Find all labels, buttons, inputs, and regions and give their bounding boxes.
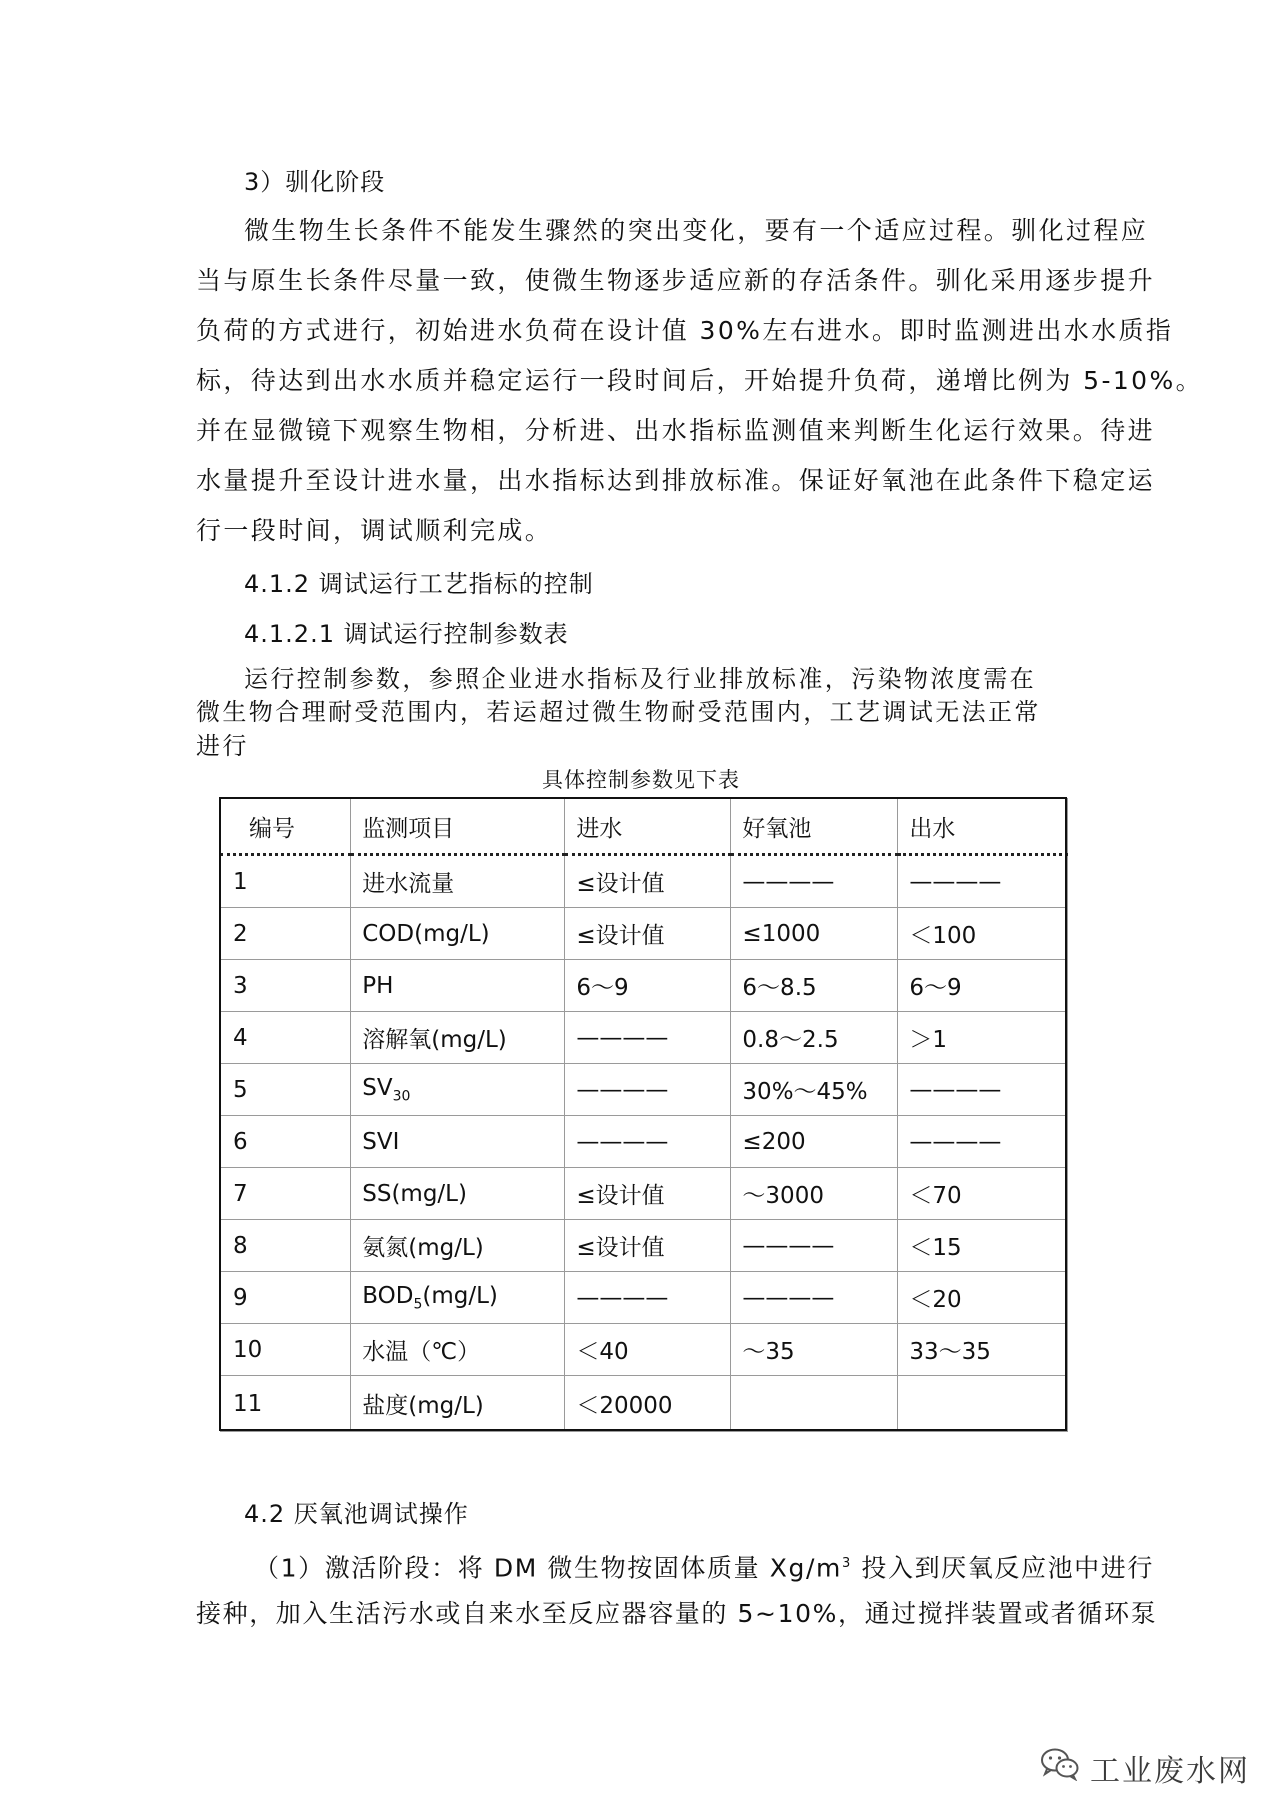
paragraph-line: 当与原生长条件尽量一致，使微生物逐步适应新的存活条件。驯化采用逐步提升 (196, 266, 1156, 295)
cell-item: 进水流量 (351, 855, 565, 908)
cell-inflow: ≤设计值 (565, 1168, 731, 1220)
cell-no: 2 (221, 908, 351, 960)
paragraph-line: 标，待达到出水水质并稳定运行一段时间后，开始提升负荷，递增比例为 5-10%。 (196, 366, 1204, 395)
cell-no: 4 (221, 1012, 351, 1064)
line-text: （1）激活阶段：将 DM 微生物按固体质量 Xg/m (254, 1553, 842, 1583)
cell-aerobic: ———— (731, 1220, 898, 1272)
item-subscript: 5 (413, 1296, 423, 1313)
cell-outflow: ＜15 (898, 1220, 1068, 1272)
cell-item: 水温（℃） (351, 1324, 565, 1376)
watermark-text: 工业废水网 (1090, 1754, 1250, 1789)
cell-no: 1 (221, 855, 351, 908)
cell-outflow: ＞1 (898, 1012, 1068, 1064)
cell-aerobic: 6～8.5 (731, 960, 898, 1012)
section-heading-4-1-2: 4.1.2 调试运行工艺指标的控制 (244, 570, 594, 598)
item-subscript: 30 (392, 1088, 411, 1105)
paragraph-line (254, 1548, 1154, 1584)
header-item: 监测项目 (351, 799, 565, 855)
cell-outflow: 6～9 (898, 960, 1068, 1012)
subsection-heading-4-1-2-1: 4.1.2.1 调试运行控制参数表 (244, 620, 569, 648)
cell-aerobic: ～3000 (731, 1168, 898, 1220)
table-header-row (221, 799, 1068, 855)
cell-aerobic: ≤1000 (731, 908, 898, 960)
section-heading-4-2: 4.2 厌氧池调试操作 (244, 1500, 469, 1528)
wechat-icon (1040, 1747, 1080, 1789)
cell-aerobic: ———— (731, 855, 898, 908)
table-row (221, 1116, 1068, 1168)
cell-inflow: ＜20000 (565, 1376, 731, 1432)
cell-no: 10 (221, 1324, 351, 1376)
table-row (221, 1220, 1068, 1272)
cell-no: 8 (221, 1220, 351, 1272)
cell-item: 盐度(mg/L) (351, 1376, 565, 1432)
cell-aerobic: 0.8～2.5 (731, 1012, 898, 1064)
table-row (221, 1272, 1068, 1324)
cell-aerobic: ≤200 (731, 1116, 898, 1168)
cell-no: 11 (221, 1376, 351, 1432)
paragraph-line: 微生物生长条件不能发生骤然的突出变化，要有一个适应过程。驯化过程应 (244, 216, 1149, 245)
paragraph-line: 接种，加入生活污水或自来水至反应器容量的 5~10%，通过搅拌装置或者循环泵 (196, 1599, 1158, 1628)
header-outflow: 出水 (898, 799, 1068, 855)
superscript: 3 (841, 1556, 852, 1571)
cell-outflow: ———— (898, 855, 1068, 908)
item-text: SV (362, 1074, 393, 1101)
table-row (221, 1376, 1068, 1432)
paragraph-line: 微生物合理耐受范围内，若运超过微生物耐受范围内，工艺调试无法正常 (196, 698, 1041, 726)
cell-item: 氨氮(mg/L) (351, 1220, 565, 1272)
cell-item: 溶解氧(mg/L) (351, 1012, 565, 1064)
cell-outflow: 33～35 (898, 1324, 1068, 1376)
cell-inflow: ≤设计值 (565, 1220, 731, 1272)
header-aerobic: 好氧池 (731, 799, 898, 855)
cell-inflow: ———— (565, 1272, 731, 1324)
line-text: 投入到厌氧反应池中进行 (851, 1553, 1154, 1583)
cell-outflow (898, 1376, 1068, 1432)
item-text-tail: (mg/L) (422, 1282, 498, 1309)
cell-inflow: 6～9 (565, 960, 731, 1012)
table-caption: 具体控制参数见下表 (542, 768, 740, 792)
cell-inflow: ≤设计值 (565, 908, 731, 960)
control-parameter-table (220, 798, 1068, 1432)
cell-no: 9 (221, 1272, 351, 1324)
section-heading-acclimation: 3）驯化阶段 (244, 168, 386, 196)
paragraph-line: 水量提升至设计进水量，出水指标达到排放标准。保证好氧池在此条件下稳定运 (196, 466, 1156, 495)
cell-aerobic: ———— (731, 1272, 898, 1324)
table-row (221, 1012, 1068, 1064)
cell-no: 6 (221, 1116, 351, 1168)
cell-inflow: ＜40 (565, 1324, 731, 1376)
table-row (221, 855, 1068, 908)
cell-no: 3 (221, 960, 351, 1012)
cell-aerobic (731, 1376, 898, 1432)
cell-item: SS(mg/L) (351, 1168, 565, 1220)
cell-aerobic: 30%～45% (731, 1064, 898, 1116)
cell-inflow: ———— (565, 1064, 731, 1116)
table-row (221, 1064, 1068, 1116)
watermark (1040, 1746, 1250, 1790)
cell-aerobic: ～35 (731, 1324, 898, 1376)
cell-item: PH (351, 960, 565, 1012)
cell-inflow: ———— (565, 1116, 731, 1168)
paragraph-line: 行一段时间，调试顺利完成。 (196, 516, 553, 545)
cell-outflow: ———— (898, 1116, 1068, 1168)
cell-item: SVI (351, 1116, 565, 1168)
cell-outflow: ＜100 (898, 908, 1068, 960)
cell-no: 7 (221, 1168, 351, 1220)
table-row (221, 908, 1068, 960)
table-row (221, 960, 1068, 1012)
cell-inflow: ———— (565, 1012, 731, 1064)
cell-inflow: ≤设计值 (565, 855, 731, 908)
paragraph-line: 运行控制参数，参照企业进水指标及行业排放标准，污染物浓度需在 (244, 665, 1036, 693)
cell-item: COD(mg/L) (351, 908, 565, 960)
table-row (221, 1324, 1068, 1376)
cell-item (351, 1272, 565, 1324)
cell-no: 5 (221, 1064, 351, 1116)
cell-outflow: ＜20 (898, 1272, 1068, 1324)
item-text: BOD (362, 1282, 414, 1309)
header-inflow: 进水 (565, 799, 731, 855)
cell-outflow: ＜70 (898, 1168, 1068, 1220)
paragraph-line: 并在显微镜下观察生物相，分析进、出水指标监测值来判断生化运行效果。待进 (196, 416, 1156, 445)
cell-item (351, 1064, 565, 1116)
paragraph-line: 进行 (196, 732, 249, 760)
cell-outflow: ———— (898, 1064, 1068, 1116)
header-no: 编号 (221, 799, 351, 855)
table-row (221, 1168, 1068, 1220)
paragraph-line: 负荷的方式进行，初始进水负荷在设计值 30%左右进水。即时监测进出水水质指 (196, 316, 1174, 345)
